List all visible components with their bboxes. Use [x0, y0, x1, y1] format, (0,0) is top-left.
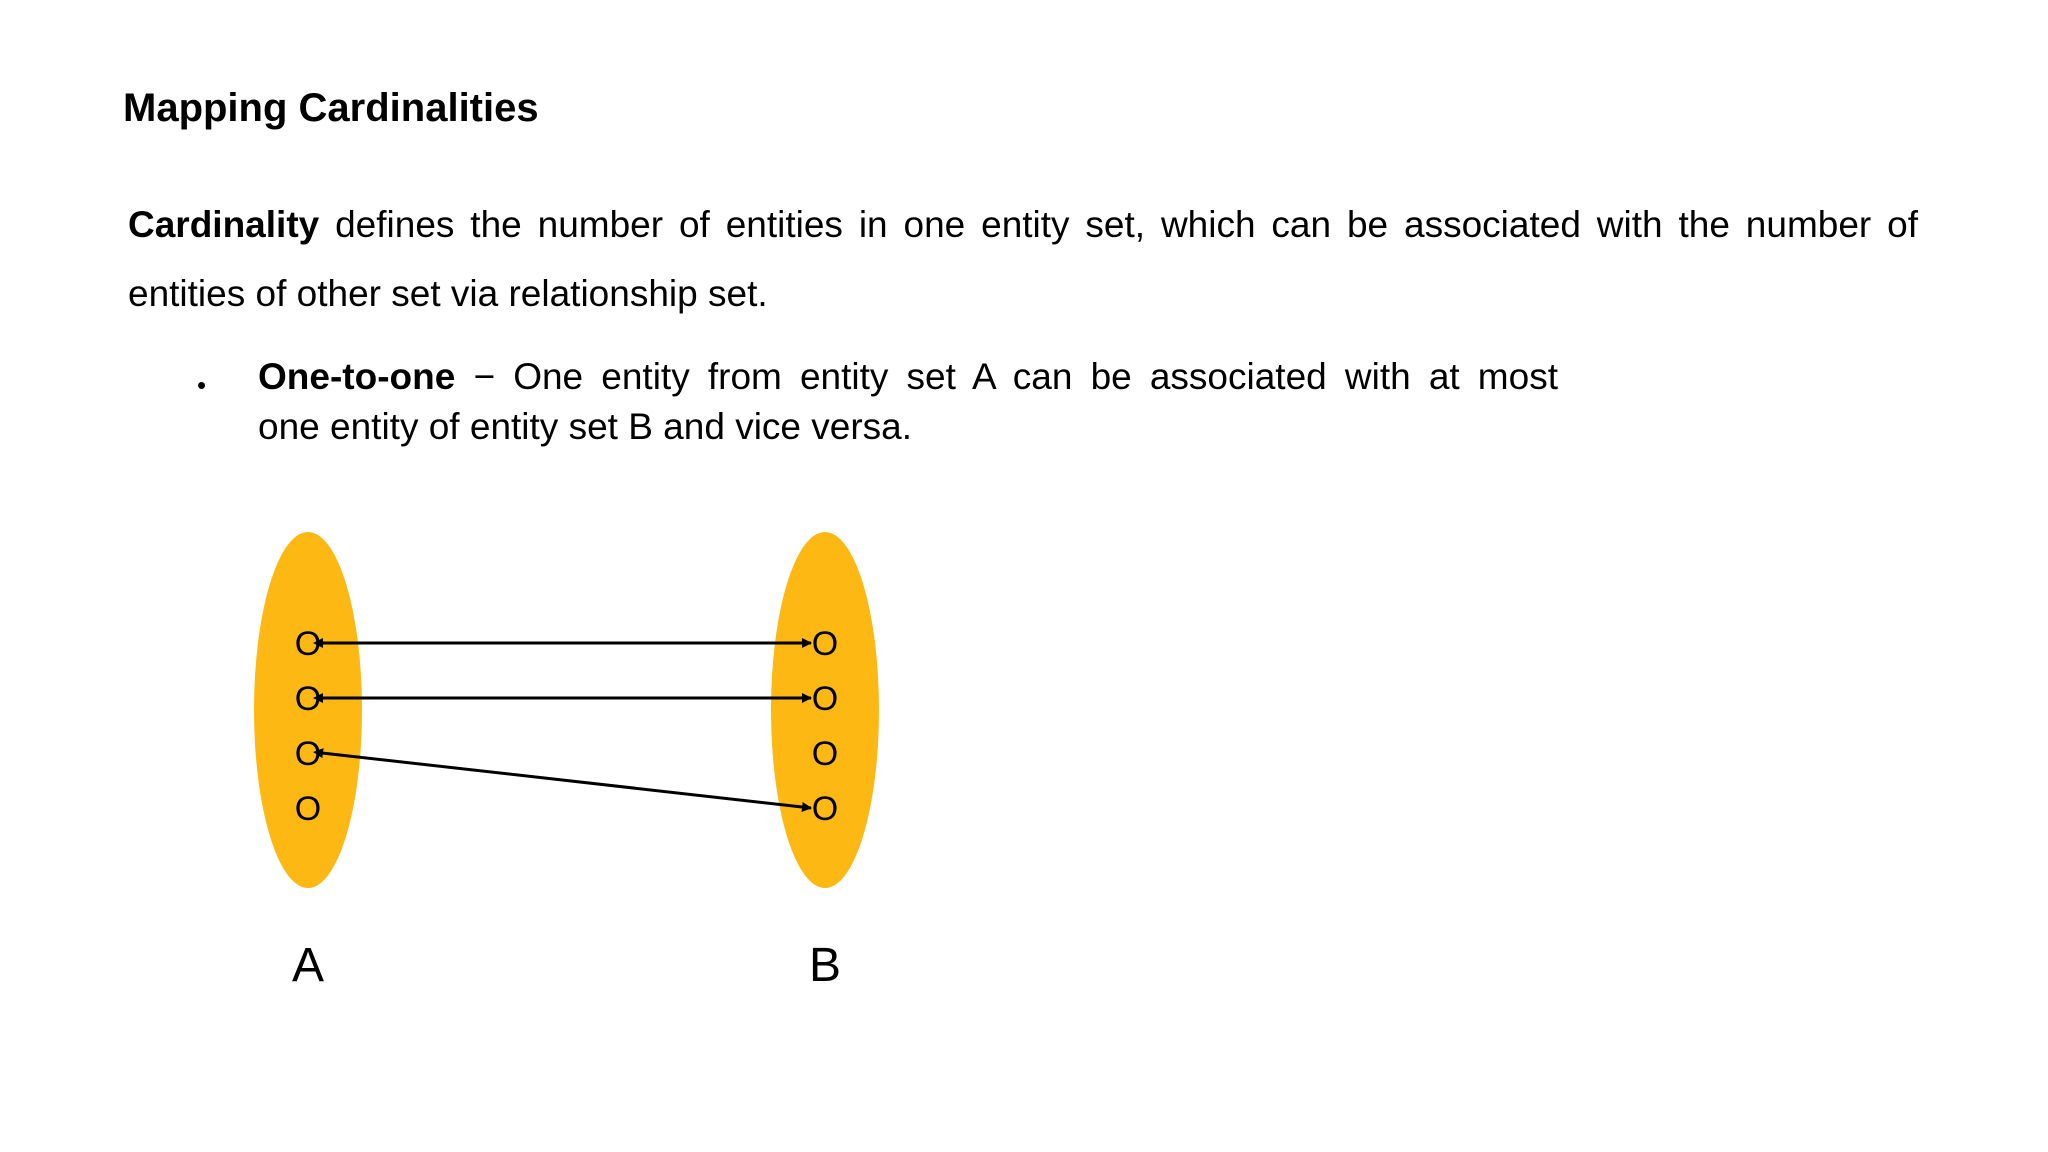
entity-b-2: O — [811, 680, 839, 718]
definition-paragraph — [128, 190, 1918, 328]
definition-term: Cardinality — [128, 204, 320, 245]
entity-set-b-label: B — [808, 939, 842, 992]
entity-a-2: O — [294, 680, 322, 718]
entity-a-4: O — [294, 790, 322, 828]
bullet-marker: • — [197, 370, 207, 400]
entity-a-1: O — [294, 625, 322, 663]
definition-text: defines the number of entities in one entity set, which can be associated with the number of entities of other set via relationship set. — [128, 204, 1918, 314]
bullet-line-1 — [258, 352, 1558, 402]
bullet-line-1-text: − One entity from entity set A can be associated with at most — [455, 356, 1558, 397]
bullet-one-to-one — [258, 352, 1558, 452]
one-to-one-diagram — [230, 520, 910, 1000]
entity-a-3: O — [294, 735, 322, 773]
relationship-arrow-3 — [322, 753, 811, 808]
entity-b-1: O — [811, 625, 839, 663]
entity-b-3: O — [811, 735, 839, 773]
bullet-line-2: one entity of entity set B and vice versa. — [258, 406, 913, 447]
bullet-term: One-to-one — [258, 356, 456, 397]
entity-set-a-label: A — [291, 939, 325, 992]
entity-b-4: O — [811, 790, 839, 828]
slide-title: Mapping Cardinalities — [123, 86, 539, 130]
relationship-arrows — [322, 643, 811, 808]
